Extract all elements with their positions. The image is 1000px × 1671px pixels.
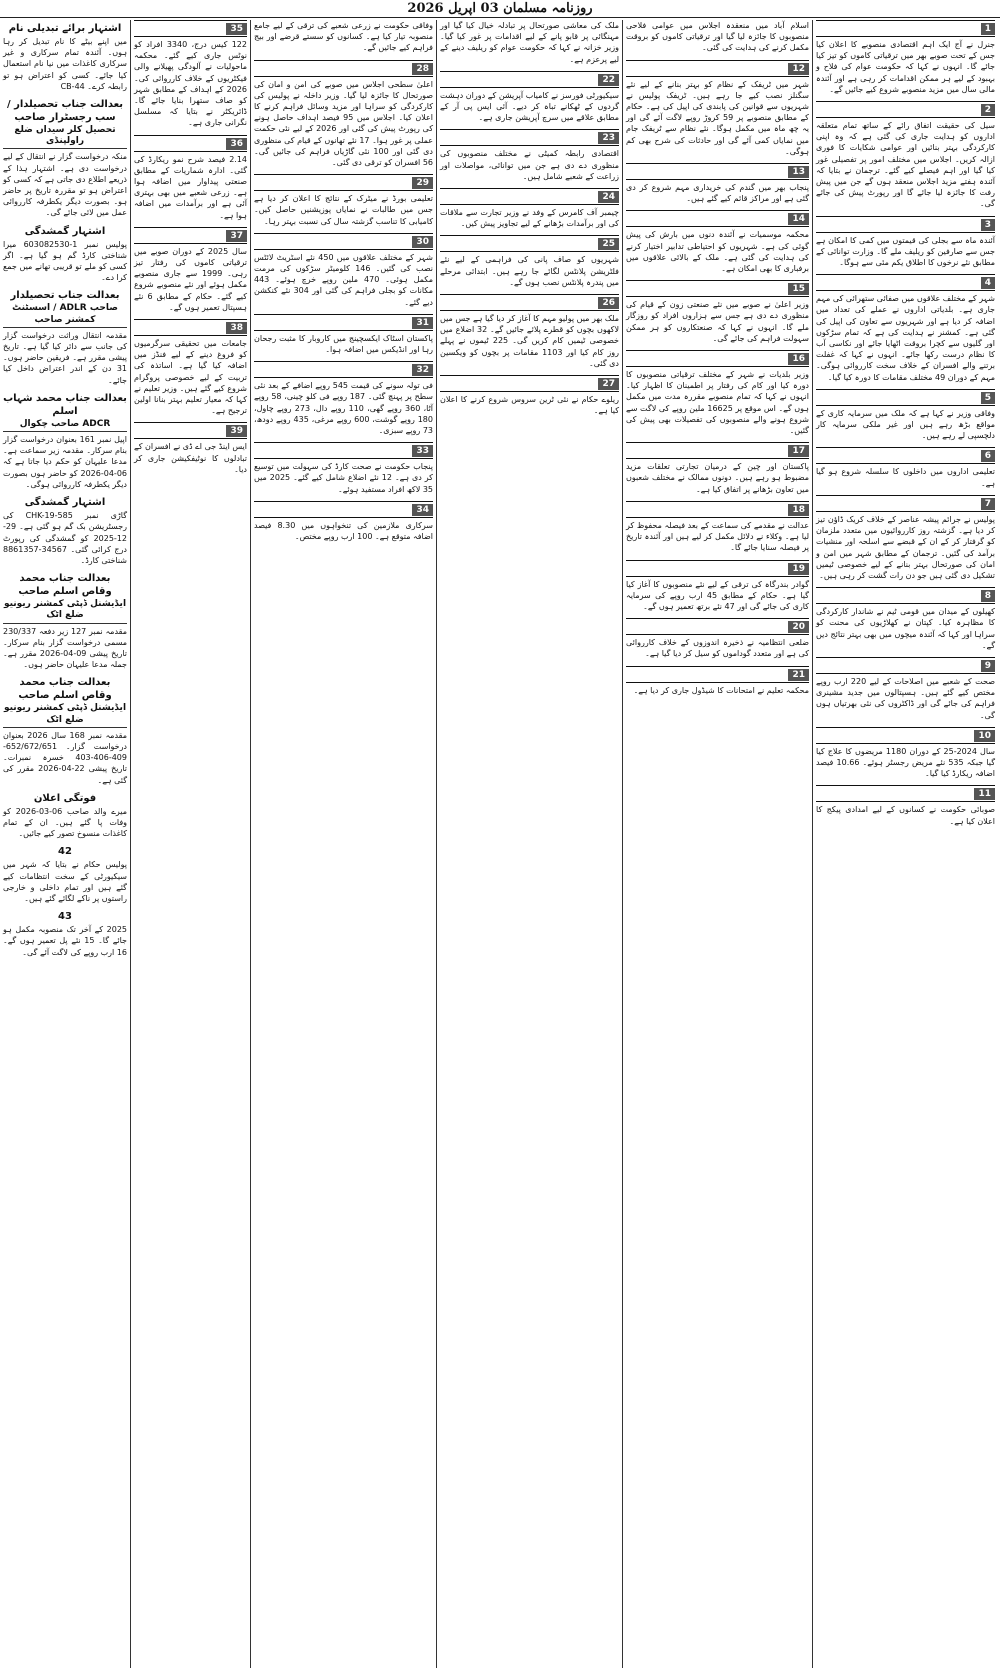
story-body: ضلعی انتظامیہ نے ذخیرہ اندوزوں کے خلاف کارروائی کی ہے اور متعدد گوداموں کو سیل کر دیا گیا ہے۔ xyxy=(626,638,809,659)
ad-body: میں اپنے بیٹے کا نام تبدیل کر رہا ہوں۔ آئندہ تمام سرکاری و غیر سرکاری کاغذات میں نیا نام استعمال کیا جائے۔ کسی کو اعتراض ہو تو رابطہ کرے۔ 44-CB xyxy=(3,37,127,91)
news-story xyxy=(254,361,433,436)
story-number-badge: 20 xyxy=(788,621,809,633)
story-headline xyxy=(134,227,247,244)
ad-body: منکہ درخواست گزار نے انتقال کے لیے درخواست دی ہے۔ اشتہار ہذا کے ذریعے اطلاع دی جاتی ہے کہ کسی کو اعتراض ہو تو مقررہ تاریخ پر حاضر ہو۔ بصورت دیگر یکطرفہ کارروائی عمل میں لائی جائے گی۔ xyxy=(3,152,127,218)
story-number-badge: 6 xyxy=(981,450,995,462)
ad-title: بعدالت جناب محمد وقاص اسلم صاحب xyxy=(18,677,112,702)
ad-court-line: ایڈیشنل ڈپٹی کمشنر ریونیو ضلع اٹک xyxy=(3,599,127,623)
news-story xyxy=(254,174,433,227)
story-number-badge: 34 xyxy=(412,504,433,516)
story-body: تعلیمی اداروں میں داخلوں کا سلسلہ شروع ہو گیا ہے۔ xyxy=(816,467,995,488)
news-story xyxy=(440,188,619,229)
story-body: اعلیٰ سطحی اجلاس میں صوبے کی امن و امان کی صورتحال کا جائزہ لیا گیا۔ وزیر داخلہ نے پولیس کی کارکردگی کو سراہا اور مزید وسائل فراہم کرنے کا اعلان کیا۔ اجلاس میں 95 فیصد اہداف حاصل ہونے کی رپورٹ پیش کی گئی اور 2026 کے لیے نئی حکمت عملی پر غور ہوا۔ 17 نئے تھانوں کے قیام کی منظوری دی گئی اور 100 نئی گاڑیاں فراہم کی جائیں گی۔ 56 افسران کو ترقی دی گئی۔ xyxy=(254,79,434,168)
story-body: وفاقی وزیر نے کہا ہے کہ ملک میں سرمایہ کاری کے مواقع بڑھ رہے ہیں اور غیر ملکی سرمایہ کار دلچسپی لے رہے ہیں۔ xyxy=(816,408,995,441)
news-story xyxy=(134,227,247,313)
news-story xyxy=(254,233,433,308)
news-story xyxy=(440,294,619,369)
news-story xyxy=(254,501,433,542)
classified-ad xyxy=(3,910,127,958)
story-headline xyxy=(440,235,619,252)
story-number-badge: 33 xyxy=(412,445,433,457)
news-story xyxy=(816,587,995,651)
story-body: اقتصادی رابطہ کمیٹی نے مختلف منصوبوں کی منظوری دے دی ہے جن میں توانائی، مواصلات اور زراعت کے شعبے شامل ہیں۔ xyxy=(440,149,619,181)
story-number-badge: 30 xyxy=(412,236,433,248)
classified-ad xyxy=(3,289,127,385)
story-body: پاکستان اور چین کے درمیان تجارتی تعلقات مزید مضبوط ہو رہے ہیں۔ دونوں ممالک نے مختلف شعبوں میں تعاون بڑھانے پر اتفاق کیا ہے۔ xyxy=(626,462,809,494)
story-headline xyxy=(816,20,995,37)
story-body: وفاقی حکومت نے زرعی شعبے کی ترقی کے لیے جامع منصوبہ تیار کیا ہے۔ کسانوں کو سستے قرضے اور بیج فراہم کیے جائیں گے۔ xyxy=(254,21,433,53)
news-story xyxy=(134,319,247,416)
story-number-badge: 12 xyxy=(788,63,809,75)
story-number-badge: 22 xyxy=(598,74,619,86)
news-story xyxy=(626,210,809,274)
ad-body: مقدمہ نمبر 127 زیر دفعہ 230/337 مسمی درخواست گزار بنام سرکار۔ تاریخ پیشی 09-04-2026 مقرر ہے۔ جملہ مدعا علیہان حاضر ہوں۔ xyxy=(3,626,127,670)
story-number-badge: 24 xyxy=(598,191,619,203)
story-number-badge: 27 xyxy=(598,378,619,390)
news-story xyxy=(816,101,995,210)
story-body: محکمہ تعلیم نے امتحانات کا شیڈول جاری کر دیا ہے۔ xyxy=(633,685,809,695)
story-headline xyxy=(254,361,433,378)
news-story xyxy=(816,727,995,780)
ad-title: بعدالت جناب تحصیلدار / سب رجسٹرار صاحب xyxy=(6,99,124,124)
story-headline xyxy=(816,447,995,464)
ad-body: 2025 کے آخر تک منصوبہ مکمل ہو جائے گا۔ 15 نئے پل تعمیر ہوں گے۔ 16 ارب روپے کی لاگت آئے گی۔ xyxy=(3,925,127,957)
story-body: عدالت نے مقدمے کی سماعت کے بعد فیصلہ محفوظ کر لیا ہے۔ وکلاء نے دلائل مکمل کر لیے ہیں اور آئندہ تاریخ پر فیصلہ سنایا جائے گا۔ xyxy=(626,520,809,553)
news-story xyxy=(134,20,247,129)
story-headline xyxy=(816,389,995,406)
story-body: صحت کے شعبے میں اصلاحات کے لیے 220 ارب روپے مختص کیے گئے ہیں۔ ہسپتالوں میں جدید مشینری فراہم کی جائے گی اور ڈاکٹروں کی نئی بھرتیاں ہوں گی۔ xyxy=(816,676,995,720)
ad-body: گاڑی نمبر CHK-19-585 کی رجسٹریشن بک گم ہو گئی ہے۔ 29-12-2025 کو گمشدگی کی رپورٹ درج کرائی گئی۔ 34567-8861357 شناختی کارڈ۔ xyxy=(3,511,127,565)
news-story xyxy=(816,389,995,442)
story-number-badge: 10 xyxy=(974,730,995,742)
classified-ad xyxy=(3,98,127,219)
story-headline xyxy=(254,442,433,459)
ad-title: 42 xyxy=(58,846,72,858)
classified-ad xyxy=(3,392,127,490)
story-number-badge: 17 xyxy=(788,445,809,457)
story-number-badge: 18 xyxy=(788,504,809,516)
story-body: آئندہ ماہ سے بجلی کی قیمتوں میں کمی کا امکان ہے جس سے صارفین کو ریلیف ملے گا۔ وزارت توانائی کے مطابق نئے نرخوں کا اطلاق یکم مئی سے ہوگا۔ xyxy=(816,235,995,268)
story-headline xyxy=(440,375,619,392)
story-body: صوبائی حکومت نے کسانوں کے لیے امدادی پیکج کا اعلان کیا ہے۔ xyxy=(816,805,995,826)
story-headline xyxy=(134,20,247,37)
news-story xyxy=(440,235,619,288)
story-body: شہر کے مختلف علاقوں میں صفائی ستھرائی کی مہم جاری ہے۔ بلدیاتی اداروں نے عملے کی تعداد میں اضافہ کر دیا ہے اور شہریوں سے تعاون کی اپیل کی گئی ہے۔ کمشنر نے ہدایت کی ہے کہ تمام سڑکوں اور گلیوں سے کچرا بروقت اٹھایا جائے اور نکاسی آب کا نظام درست رکھا جائے۔ انہوں نے کہا کہ غفلت برتنے والے افسران کے خلاف سخت کارروائی ہوگی۔ مہم کے دوران 49 مختلف مقامات کا دورہ کیا گیا۔ xyxy=(816,294,995,382)
news-story xyxy=(816,447,995,488)
story-body: جامعات میں تحقیقی سرگرمیوں کو فروغ دینے کے لیے فنڈز میں اضافہ کیا گیا ہے۔ اساتذہ کی تربیت کے لیے خصوصی پروگرام شروع کیے گئے ہیں۔ وزیر تعلیم نے کہا کہ معیار تعلیم بہتر بنانا اولین ترجیح ہے۔ xyxy=(134,339,247,416)
story-body: شہریوں کو صاف پانی کی فراہمی کے لیے نئے فلٹریشن پلانٹس لگائے جا رہے ہیں۔ ابتدائی مرحلے میں پندرہ پلانٹس نصب ہوں گے۔ xyxy=(440,255,619,287)
story-headline xyxy=(816,216,995,233)
story-headline xyxy=(816,785,995,802)
classified-ad xyxy=(3,792,127,840)
story-body: پولیس نے جرائم پیشہ عناصر کے خلاف کریک ڈاؤن تیز کر دیا ہے۔ گزشتہ روز کارروائیوں میں متعدد ملزمان کو گرفتار کر کے ان کے قبضے سے اسلحہ اور منشیات برآمد کی گئیں۔ ترجمان کے مطابق شہر میں امن و امان کی صورتحال بہتر بنانے کے لیے خصوصی ٹیمیں تشکیل دی گئی ہیں جو دن رات گشت کر رہی ہیں۔ xyxy=(816,514,995,580)
news-story xyxy=(254,20,433,54)
story-number-badge: 3 xyxy=(981,219,995,231)
story-body: سال 2024-25 کے دوران 1180 مریضوں کا علاج کیا گیا جبکہ 535 نئے مریض رجسٹر ہوئے۔ 10.66 فیصد اضافہ ریکارڈ کیا گیا۔ xyxy=(816,746,995,779)
story-number-badge: 36 xyxy=(226,138,247,150)
story-number-badge: 25 xyxy=(598,238,619,250)
story-body: ملک کی معاشی صورتحال پر تبادلہ خیال کیا گیا اور مہنگائی پر قابو پانے کے لیے اقدامات پر غور کیا گیا۔ وزیر خزانہ نے کہا کہ حکومت عوام کو ریلیف دینے کے لیے پرعزم ہے۔ xyxy=(440,21,619,64)
story-headline xyxy=(626,280,809,297)
news-story xyxy=(254,314,433,355)
classified-ad xyxy=(3,572,127,670)
story-number-badge: 31 xyxy=(412,317,433,329)
story-body: ایس اینڈ جی اے ڈی نے افسران کے تبادلوں کا نوٹیفکیشن جاری کر دیا۔ xyxy=(134,442,247,474)
story-number-badge: 35 xyxy=(226,23,247,35)
story-headline xyxy=(254,60,433,77)
ad-title: بعدالت جناب محمد شہاب اسلم xyxy=(3,392,127,417)
ad-court-line: ایڈیشنل ڈپٹی کمشنر ریونیو ضلع اٹک xyxy=(3,703,127,727)
story-body: جنرل نے آج ایک اہم اقتصادی منصوبے کا اعلان کیا جس کے تحت صوبے بھر میں ترقیاتی کاموں کو تیز کیا جائے گا۔ انہوں نے کہا کہ حکومت عوام کی فلاح و بہبود کے لیے ہر ممکن اقدامات کر رہی ہے اور آئندہ مالی سال میں مزید منصوبے شروع کیے جائیں گے۔ xyxy=(816,40,995,94)
story-number-badge: 29 xyxy=(412,177,433,189)
ad-body: مقدمہ انتقال وراثت درخواست گزار کی جانب سے دائر کیا گیا ہے۔ تاریخ پیشی مقرر ہے۔ فریقین حاضر ہوں۔ 31 دن کے اندر اعتراض داخل کیا جائے۔ xyxy=(3,330,127,385)
ad-title: بعدالت جناب محمد وقاص اسلم صاحب xyxy=(18,573,112,598)
classified-ad xyxy=(3,676,127,785)
ad-title: بعدالت جناب تحصیلدار xyxy=(10,290,120,302)
ad-title: اشتہار برائے تبدیلی نام xyxy=(8,23,122,34)
story-headline xyxy=(626,501,809,518)
story-headline xyxy=(254,174,433,191)
story-number-badge: 19 xyxy=(788,563,809,575)
story-headline xyxy=(816,101,995,118)
story-headline xyxy=(626,666,809,683)
story-number-badge: 26 xyxy=(598,297,619,309)
story-body: ریلوے حکام نے نئی ٹرین سروس شروع کرنے کا اعلان کیا ہے۔ xyxy=(440,395,619,416)
story-number-badge: 23 xyxy=(598,132,619,144)
ad-body: میرے والد صاحب 06-03-2026 کو وفات پا گئے ہیں۔ ان کے تمام کاغذات منسوخ تصور کیے جائیں۔ xyxy=(3,806,127,839)
story-body: 122 کیس درج، 3340 افراد کو نوٹس جاری کیے گئے۔ محکمہ ماحولیات نے آلودگی پھیلانے والی فیکٹریوں کے خلاف کارروائی کی۔ 2026 کے اہداف کے مطابق شہر کو صاف ستھرا بنایا جائے گا۔ ڈائریکٹر نے بتایا کہ مسلسل نگرانی جاری ہے۔ xyxy=(134,40,247,128)
story-body: سیکیورٹی فورسز نے کامیاب آپریشن کے دوران دہشت گردوں کے ٹھکانے تباہ کر دیے۔ آئی ایس پی آر کے مطابق علاقے میں سرچ آپریشن جاری ہے۔ xyxy=(440,90,619,123)
story-body: سیل کی حقیقت اتفاق رائے کے ساتھ تمام متعلقہ اداروں کو ہدایت جاری کی گئی ہے کہ وہ اپنی کارکردگی بہتر بنائیں اور عوامی شکایات کا فوری ازالہ کریں۔ اجلاس میں مختلف امور پر تفصیلی غور کیا گیا اور اہم فیصلے کیے گئے۔ ترجمان نے بتایا کہ آئندہ ہفتے مزید اجلاس منعقد ہوں گے جن میں پیش رفت کا جائزہ لیا جائے گا اور رپورٹ پیش کی جائے گی۔ xyxy=(816,121,995,209)
story-body: فی تولہ سونے کی قیمت 545 روپے اضافے کے بعد نئی سطح پر پہنچ گئی۔ 187 روپے فی کلو چینی، 58 روپے آٹا، 360 روپے گھی، 110 روپے دال، 273 روپے چاول، 180 روپے گوشت، 600 روپے مرغی، 435 روپے دودھ، 73 روپے سبزی۔ xyxy=(254,381,434,436)
story-number-badge: 39 xyxy=(226,425,247,437)
news-story xyxy=(816,20,995,95)
story-headline xyxy=(816,495,995,512)
story-body: پنجاب بھر میں گندم کی خریداری مہم شروع کر دی گئی ہے اور مراکز قائم کیے گئے ہیں۔ xyxy=(626,183,809,204)
news-story xyxy=(816,785,995,826)
story-body: شہر میں ٹریفک کے نظام کو بہتر بنانے کے لیے نئے سگنلز نصب کیے جا رہے ہیں۔ ٹریفک پولیس نے شہریوں سے قوانین کی پابندی کی اپیل کی ہے۔ حکام کے مطابق منصوبے پر 59 کروڑ روپے لاگت آئے گی اور یہ چھ ماہ میں مکمل ہوگا۔ نئے نظام سے ٹریفک جام میں نمایاں کمی آئے گی اور حادثات کی شرح بھی کم ہوگی۔ xyxy=(626,79,809,156)
story-number-badge: 4 xyxy=(981,277,995,289)
ad-body: مقدمہ نمبر 168 سال 2026 بعنوان درخواست گزار۔ 652/672/651-409-406-403 خسرہ نمبرات۔ تاریخ پیشی 22-04-2026 مقرر کی گئی ہے۔ xyxy=(3,730,128,785)
story-body: وزیر اعلیٰ نے صوبے میں نئے صنعتی زون کے قیام کی منظوری دے دی ہے جس سے ہزاروں افراد کو روزگار ملے گا۔ انہوں نے کہا کہ صنعتکاروں کو ہر ممکن سہولت فراہم کی جائے گی۔ xyxy=(626,300,809,343)
story-headline xyxy=(134,319,247,336)
news-story xyxy=(816,274,995,383)
story-headline xyxy=(440,71,619,88)
masthead: روزنامہ مسلمان 03 اپریل 2026 xyxy=(0,0,1000,18)
news-story xyxy=(626,560,809,613)
ad-title: اشتہار گمشدگی xyxy=(24,225,106,237)
story-headline xyxy=(626,560,809,577)
story-number-badge: 32 xyxy=(412,364,433,376)
story-headline xyxy=(440,294,619,311)
story-headline xyxy=(626,350,809,367)
story-body: محکمہ موسمیات نے آئندہ دنوں میں بارش کی پیش گوئی کی ہے۔ شہریوں کو احتیاطی تدابیر اختیار کرنے کی ہدایت کی گئی ہے۔ ملک کے بالائی علاقوں میں برفباری کا بھی امکان ہے۔ xyxy=(626,230,809,274)
classified-ad xyxy=(3,496,127,566)
story-headline xyxy=(816,727,995,744)
column-2 xyxy=(622,20,812,1668)
news-story xyxy=(626,280,809,344)
news-story xyxy=(134,422,247,475)
ad-court-line: صاحب ADLR / اسسٹنٹ کمشنر صاحب xyxy=(3,303,127,327)
story-body: وزیر بلدیات نے شہر کے مختلف ترقیاتی منصوبوں کا دورہ کیا اور کام کی رفتار پر اطمینان کا اظہار کیا۔ انہوں نے کہا کہ تمام منصوبے مقررہ مدت میں مکمل ہوں گے۔ اس موقع پر 16625 ملین روپے کی لاگت سے شروع ہونے والے منصوبوں کی تفصیلات بھی پیش کی گئیں۔ xyxy=(626,370,809,436)
news-story xyxy=(134,135,247,221)
news-story xyxy=(440,20,619,65)
news-story xyxy=(254,442,433,495)
news-story xyxy=(816,495,995,581)
ad-body: پولیس حکام نے بتایا کہ شہر میں سیکیورٹی کے سخت انتظامات کیے گئے ہیں اور تمام داخلی و خارجی راستوں پر ناکے لگائے گئے ہیں۔ xyxy=(3,860,127,903)
story-headline xyxy=(626,210,809,227)
story-body: سرکاری ملازمین کی تنخواہوں میں 8.30 فیصد اضافہ متوقع ہے۔ 100 ارب روپے مختص۔ xyxy=(254,520,433,542)
story-number-badge: 15 xyxy=(788,283,809,295)
story-number-badge: 37 xyxy=(226,230,247,242)
story-headline xyxy=(254,501,433,518)
story-number-badge: 16 xyxy=(788,353,809,365)
story-body: سال 2025 کے دوران صوبے میں ترقیاتی کاموں کی رفتار تیز رہی۔ 1999 سے جاری منصوبے مکمل ہوئے اور نئے منصوبے شروع کیے گئے۔ حکام کے مطابق 6 نئے ہسپتال تعمیر ہوں گے۔ xyxy=(134,246,248,312)
story-number-badge: 11 xyxy=(974,788,995,800)
classified-ad xyxy=(3,845,127,904)
story-body: 2.14 فیصد شرح نمو ریکارڈ کی گئی۔ ادارہ شماریات کے مطابق صنعتی پیداوار میں اضافہ ہوا ہے۔ زرعی شعبے میں بھی بہتری آئی ہے اور برآمدات میں اضافہ ہوا ہے۔ xyxy=(134,154,247,220)
column-1 xyxy=(812,20,998,1668)
column-5 xyxy=(130,20,250,1668)
news-story xyxy=(626,163,809,204)
column-3 xyxy=(436,20,622,1668)
story-body: چیمبر آف کامرس کے وفد نے وزیر تجارت سے ملاقات کی اور برآمدات بڑھانے کے لیے تجاویز پیش کیں۔ xyxy=(440,208,619,229)
classified-ads-column xyxy=(0,20,130,1668)
story-body: ملک بھر میں پولیو مہم کا آغاز کر دیا گیا ہے جس میں لاکھوں بچوں کو قطرے پلائے جائیں گے۔ 32 اضلاع میں خصوصی ٹیمیں کام کریں گی۔ 225 ٹیموں نے پہلے روز کام کیا اور 1103 مقامات پر بچوں کو ویکسین دی گئی۔ xyxy=(440,314,620,368)
story-body: تعلیمی بورڈ نے میٹرک کے نتائج کا اعلان کر دیا ہے جس میں طالبات نے نمایاں پوزیشنیں حاصل کیں۔ کامیابی کا تناسب گزشتہ سال کی نسبت بہتر رہا۔ xyxy=(254,194,433,226)
news-story xyxy=(626,60,809,157)
story-number-badge: 8 xyxy=(981,590,995,602)
story-number-badge: 5 xyxy=(981,392,995,404)
story-body: پنجاب حکومت نے صحت کارڈ کی سہولت میں توسیع کر دی ہے۔ 12 نئے اضلاع شامل کیے گئے۔ 2025 میں 35 لاکھ افراد مستفید ہوئے۔ xyxy=(254,462,433,494)
story-number-badge: 28 xyxy=(412,63,433,75)
story-number-badge: 21 xyxy=(788,669,809,681)
ad-title: فوتگی اعلان xyxy=(33,792,97,804)
story-number-badge: 14 xyxy=(788,213,809,225)
news-story xyxy=(626,20,809,54)
classified-ad xyxy=(3,22,127,92)
story-number-badge: 7 xyxy=(981,498,995,510)
story-headline xyxy=(134,422,247,439)
story-body: شہر کے مختلف علاقوں میں 450 نئے اسٹریٹ لائٹس نصب کی گئیں۔ 146 کلومیٹر سڑکوں کی مرمت مکمل ہوئی۔ 470 ملین روپے خرچ ہوئے۔ 443 مکانات کو بجلی فراہم کی گئی اور 304 نئے کنکشن دیے گئے۔ xyxy=(254,252,434,307)
ad-title: 43 xyxy=(58,911,72,923)
news-story xyxy=(440,71,619,124)
story-number-badge: 2 xyxy=(981,104,995,116)
news-story xyxy=(626,618,809,659)
news-story xyxy=(626,350,809,436)
ad-court-line: ADCR صاحب چکوال xyxy=(3,419,127,432)
story-body: اسلام آباد میں منعقدہ اجلاس میں عوامی فلاحی منصوبوں کا جائزہ لیا گیا اور ترقیاتی کاموں کو بروقت مکمل کرنے کی ہدایت کی گئی۔ xyxy=(626,21,809,53)
story-headline xyxy=(626,163,809,180)
classified-ad xyxy=(3,225,127,284)
ad-title: اشتہار گمشدگی xyxy=(24,497,106,509)
story-body: کھیلوں کے میدان میں قومی ٹیم نے شاندار کارکردگی کا مظاہرہ کیا۔ کپتان نے کھلاڑیوں کی محنت کو سراہا اور کہا کہ آئندہ میچوں میں بھی بہتر نتائج دیں گے۔ xyxy=(816,607,995,650)
story-body: پاکستان اسٹاک ایکسچینج میں کاروبار کا مثبت رجحان رہا اور انڈیکس میں اضافہ ہوا۔ xyxy=(254,333,433,355)
story-headline xyxy=(816,587,995,604)
ad-court-line: تحصیل کلر سیداں ضلع راولپنڈی xyxy=(3,125,127,149)
story-headline xyxy=(626,442,809,459)
story-headline xyxy=(134,135,247,152)
story-number-badge: 13 xyxy=(788,166,809,178)
story-headline xyxy=(816,657,995,674)
story-headline xyxy=(626,618,809,635)
news-story xyxy=(254,60,433,169)
story-headline xyxy=(440,188,619,205)
story-headline xyxy=(440,129,619,146)
story-headline xyxy=(254,233,433,250)
story-number-badge: 38 xyxy=(226,322,247,334)
story-headline xyxy=(816,274,995,291)
news-story xyxy=(440,375,619,416)
news-story xyxy=(626,666,809,696)
news-story xyxy=(440,129,619,182)
ad-body: اپیل نمبر 161 بعنوان درخواست گزار بنام سرکار۔ مقدمہ زیر سماعت ہے۔ مدعا علیہان کو حکم دیا جاتا ہے کہ 06-04-2026 کو حاضر ہوں بصورت دیگر یکطرفہ کارروائی ہوگی۔ xyxy=(3,435,128,489)
news-story xyxy=(626,501,809,554)
story-headline xyxy=(254,314,433,331)
ad-body: پولیس نمبر 1-603082530 میرا شناختی کارڈ گم ہو گیا ہے۔ اگر کسی کو ملے تو قریبی تھانے میں جمع کرا دے۔ xyxy=(3,239,127,283)
news-story xyxy=(816,216,995,269)
story-headline xyxy=(626,60,809,77)
news-story xyxy=(626,442,809,495)
column-4 xyxy=(250,20,436,1668)
story-number-badge: 1 xyxy=(981,23,995,35)
story-number-badge: 9 xyxy=(981,660,995,672)
news-story xyxy=(816,657,995,721)
story-body: گوادر بندرگاہ کی ترقی کے لیے نئے منصوبوں کا آغاز کیا گیا ہے۔ حکام کے مطابق 45 ارب روپے کی سرمایہ کاری کی جائے گی اور 47 نئے برتھ تعمیر ہوں گے۔ xyxy=(626,579,809,611)
